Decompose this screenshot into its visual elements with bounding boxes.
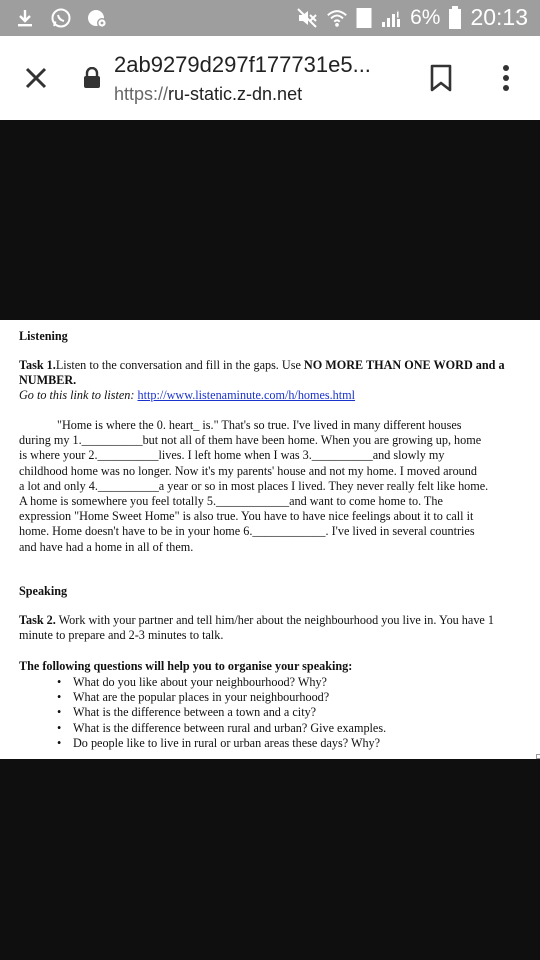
task2-label: Task 2. [19,613,56,627]
passage-line: and have had a home in all of them. [19,539,194,554]
url-text[interactable] [114,84,302,105]
passage-line: expression "Home Sweet Home" is also true. You have to have nice feelings about it to call it [19,509,474,524]
speaking-heading: Speaking [19,584,68,598]
list-item: • What do you like about your neighbourhood? Why? [19,675,525,690]
status-bar [0,0,540,36]
whatsapp-icon [50,7,72,29]
questions-list [19,675,525,751]
listening-heading: Listening [19,329,68,343]
battery-icon [448,7,462,29]
task2-text: Work with your partner and tell him/her about the neighbourhood you live in. You have 1 minute to prepare and 2-3 minutes to talk. [19,613,494,643]
goto-text: Go to this link to listen: [19,388,138,402]
task2-instructions [19,613,525,643]
questions-heading: The following questions will help you to organise your speaking: [19,659,353,673]
document-page [0,320,540,759]
passage-line: during my 1.__________but not all of them have been home. When you are growing up, home [19,433,482,448]
task1-constraint: NO MORE THAN ONE WORD and a NUMBER. [19,358,505,388]
list-item: • What is the difference between a town and a city? [19,705,525,720]
url-scheme: https:// [114,84,169,104]
lock-icon[interactable] [82,67,102,89]
page-title[interactable]: 2ab9279d297f177731e5... [114,52,371,77]
task1-instructions [19,358,525,388]
passage-line: a lot and only 4.__________a year or so in most places I lived. They never really felt like home. [19,478,489,493]
wifi-icon [326,7,348,29]
mute-icon [296,7,318,29]
clock: 20:13 [470,4,528,30]
settings-notification-icon [86,7,108,29]
passage-line: childhood home was no longer. Now it's my parents' house and not my home. I moved around [19,463,477,478]
bookmark-icon[interactable] [428,64,454,92]
sim-number: 1 [395,6,403,22]
passage [19,418,525,555]
close-icon[interactable] [22,64,50,92]
list-item: • What are the popular places in your neighbourhood? [19,690,525,705]
download-icon [14,7,36,29]
passage-line: is where your 2.__________lives. I left home when I was 3.__________and slowly my [19,448,445,463]
task1-text: Listen to the conversation and fill in the gaps. Use [55,358,304,372]
listen-link[interactable]: http://www.listenaminute.com/h/homes.html [137,388,356,402]
listen-link-line [19,388,525,403]
list-item: • Do people like to live in rural or urban areas these days? Why? [19,736,525,751]
browser-toolbar [0,36,540,120]
more-vert-icon[interactable] [498,64,514,92]
task1-label: Task 1. [19,358,56,372]
url-domain: ru-static.z-dn.net [168,84,303,104]
sim-icon [356,7,372,29]
viewer-background [0,759,540,960]
list-item: • What is the difference between rural and urban? Give examples. [19,721,525,736]
battery-percent: 6% [410,5,441,29]
passage-line: A home is somewhere you feel totally 5.____________and want to come home to. The [19,494,443,509]
passage-line: home. Home doesn't have to be in your home 6.____________. I've lived in several countries [19,524,475,539]
passage-line: "Home is where the 0. heart_ is." That's so true. I've lived in many different houses [57,418,462,432]
